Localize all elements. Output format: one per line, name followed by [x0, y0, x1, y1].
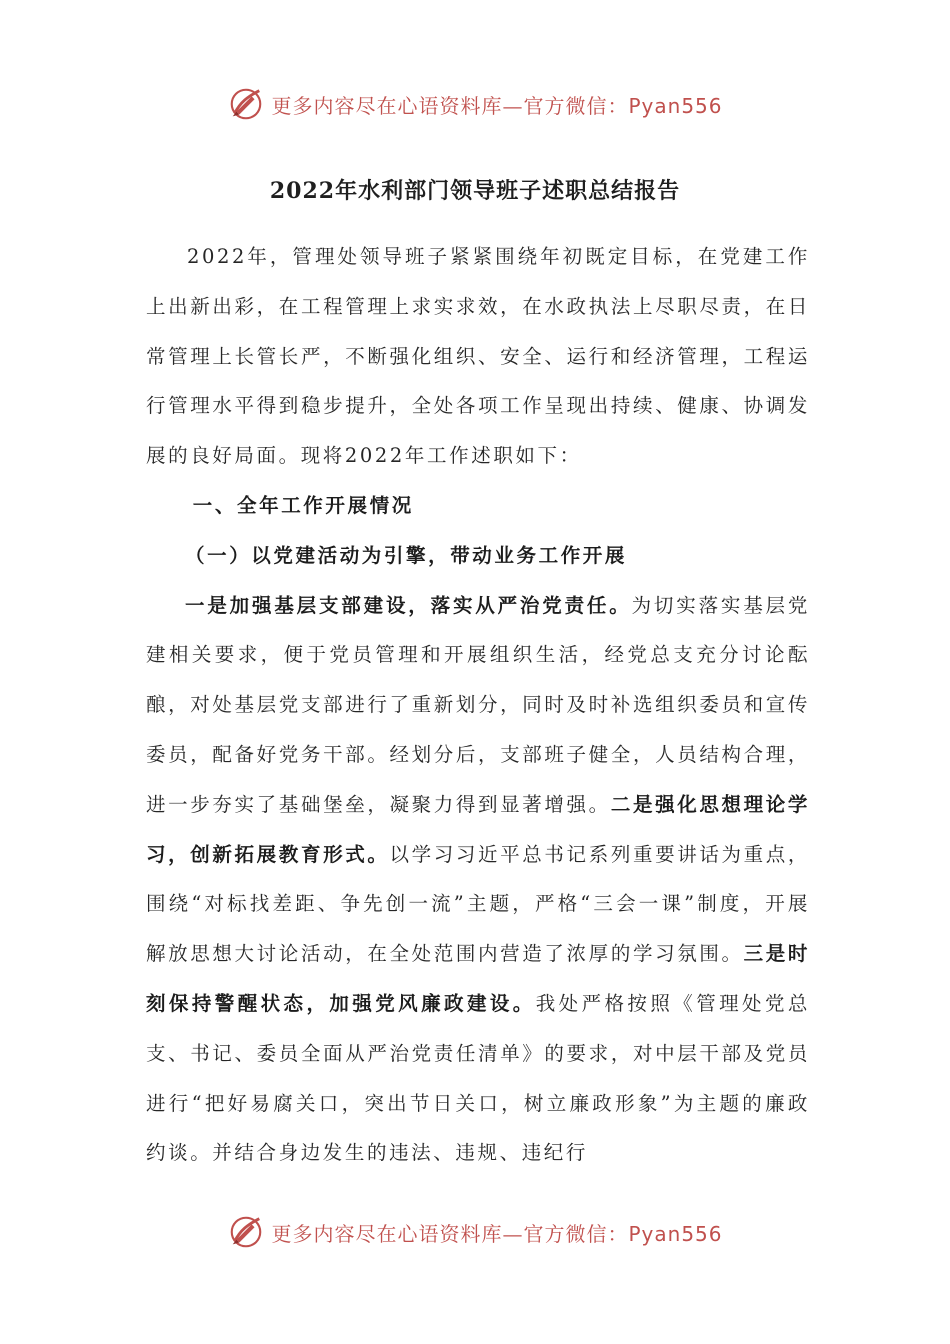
document-title: 2022年水利部门领导班子述职总结报告 — [269, 178, 681, 204]
header-watermark-banner — [0, 82, 950, 126]
point-3-text: 我处严格按照《管理处党总支、书记、委员全面从严治党责任清单》的要求，对中层干部及党员进行“把好易腐关口，突出节日关口，树立廉政形象”为主题的廉政约谈。并结合身边发生的违法、违规、违纪行 — [146, 991, 811, 1165]
subsection-heading — [146, 531, 810, 581]
watermark-wechat-label: 官方微信： — [523, 93, 629, 118]
point-1-heading: 一是加强基层支部建设，落实从严治党责任。 — [185, 593, 632, 617]
section-heading-text: 一、全年工作开展情况 — [192, 493, 414, 517]
footer-watermark-banner — [0, 1210, 950, 1254]
watermark-dash: — — [502, 1221, 524, 1246]
pen-swirl-logo-icon — [227, 85, 265, 123]
watermark-handle: Pyan556 — [628, 1221, 723, 1246]
point-1-text: 为切实落实基层党建相关要求，便于党员管理和开展组织生活，经党总支充分讨论酝酿，对处基层党支部进行了重新划分，同时及时补选组织委员和宣传委员，配备好党务干部。经划分后，支部班子健全，人员结构合理，进一步夯实了基础堡垒，凝聚力得到显著增强。 — [146, 593, 810, 816]
header-watermark-text — [271, 90, 722, 119]
watermark-main-text: 更多内容尽在心语资料库 — [271, 93, 503, 118]
watermark-wechat-label: 官方微信： — [523, 1221, 629, 1246]
document-body — [146, 232, 810, 1178]
body-paragraph — [146, 581, 810, 1179]
point-3-heading: 三是时刻保持警醒状态，加强党风廉政建设。 — [146, 942, 810, 1015]
watermark-main-text: 更多内容尽在心语资料库 — [271, 1221, 503, 1246]
watermark-dash: — — [502, 93, 524, 118]
point-2-text: 以学习习近平总书记系列重要讲话为重点，围绕“对标找差距、争先创一流”主题，严格“三会一课”制度，开展解放思想大讨论活动，在全处范围内营造了浓厚的学习氛围。 — [146, 842, 810, 966]
intro-paragraph: 2022年，管理处领导班子紧紧围绕年初既定目标，在党建工作上出新出彩，在工程管理上求实求效，在水政执法上尽职尽责，在日常管理上长管长严，不断强化组织、安全、运行和经济管理，工程运行管理水平得到稳步提升，全处各项工作呈现出持续、健康、协调发展的良好局面。现将2022年工作述职如下： — [146, 245, 810, 468]
watermark-handle: Pyan556 — [628, 93, 723, 118]
point-2-heading: 二是强化思想理论学习，创新拓展教育形式。 — [146, 792, 810, 866]
subsection-heading-text: （一）以党建活动为引擎，带动业务工作开展 — [185, 543, 628, 567]
section-heading — [146, 481, 810, 531]
footer-watermark-text — [271, 1218, 722, 1247]
pen-swirl-logo-icon — [227, 1213, 265, 1251]
